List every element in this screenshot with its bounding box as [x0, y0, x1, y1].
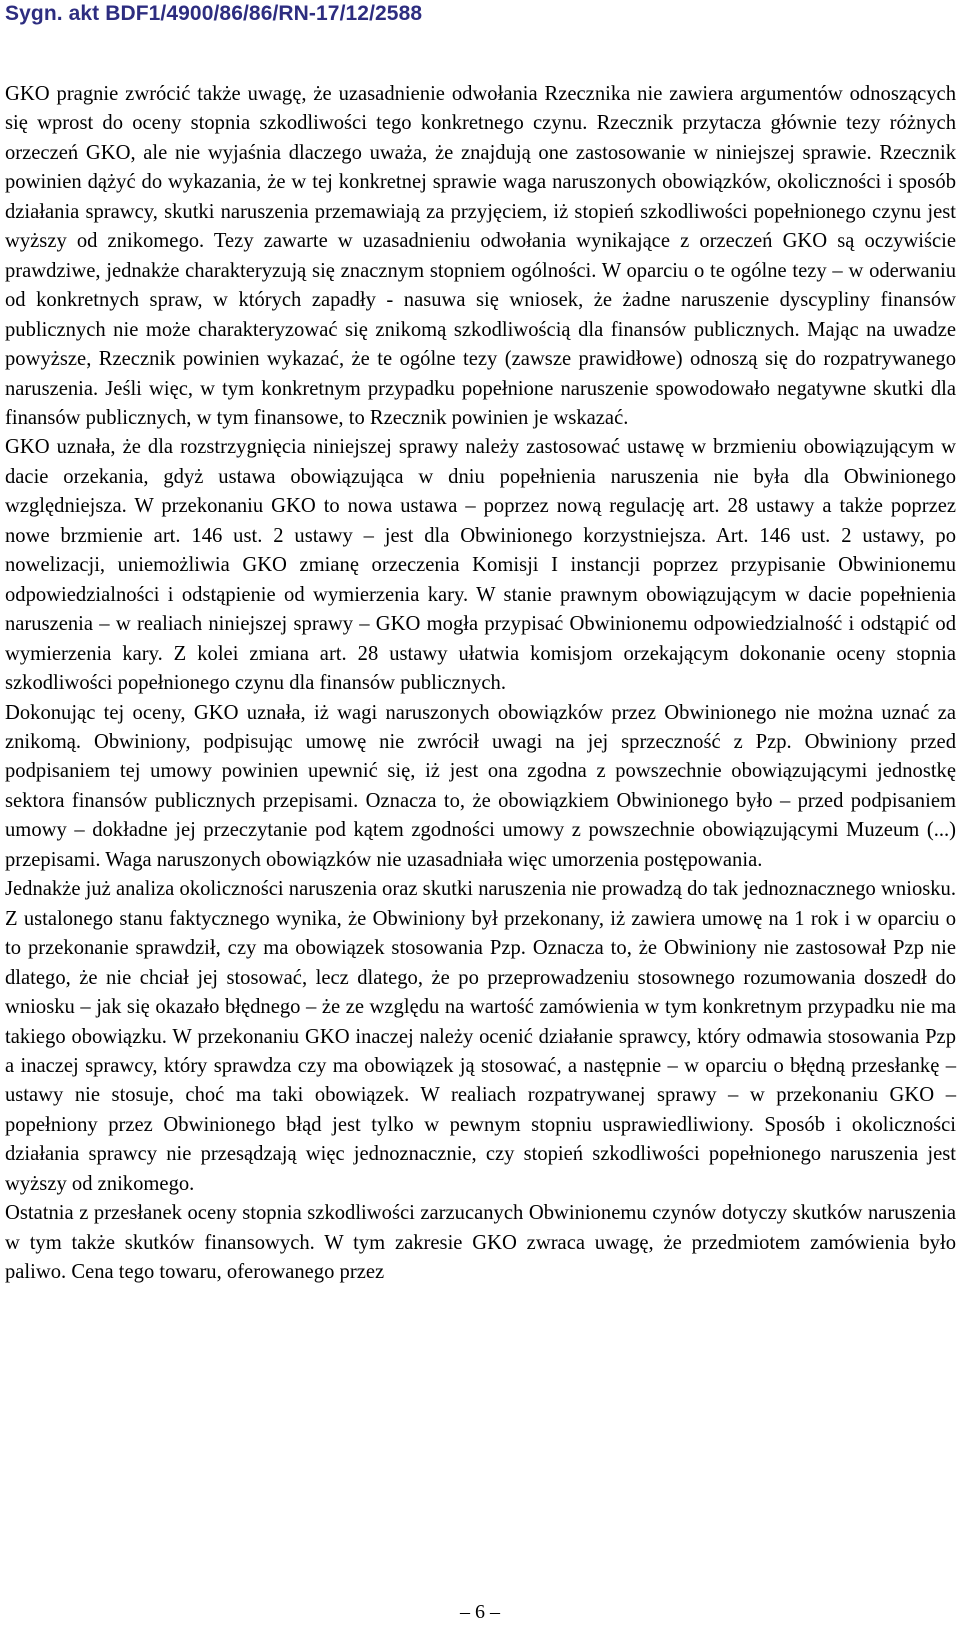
paragraph-1: GKO pragnie zwrócić także uwagę, że uzasadnienie odwołania Rzecznika nie zawiera argumentów odnoszących się wprost do oceny stopnia szkodliwości tego konkretnego czynu. Rzecznik przytacza głównie tezy różnych orzeczeń GKO, ale nie wyjaśnia dlaczego uważa, że znajdują one zastosowanie w niniejszej sprawie. Rzecznik powinien dążyć do wykazania, że w tej konkretnej sprawie waga naruszonych obowiązków, okoliczności i sposób działania sprawcy, skutki naruszenia przemawiają za przyjęciem, iż stopień szkodliwości popełnionego czynu jest wyższy od znikomego. Tezy zawarte w uzasadnieniu odwołania wynikające z orzeczeń GKO są oczywiście prawdziwe, jednakże charakteryzują się znacznym stopniem ogólności. W oparciu o te ogólne tezy – w oderwaniu od konkretnych spraw, w których zapadły - nasuwa się wniosek, że żadne naruszenie dyscypliny finansów publicznych nie może charakteryzować się znikomą szkodliwością dla finansów publicznych. Mając na uwadze powyższe, Rzecznik powinien wykazać, że te ogólne tezy (zawsze prawidłowe) odnoszą się do rozpatrywanego naruszenia. Jeśli więc, w tym konkretnym przypadku popełnione naruszenie spowodowało negatywne skutki dla finansów publicznych, w tym finansowe, to Rzecznik powinien je wskazać.: [5, 83, 956, 429]
paragraph-2: GKO uznała, że dla rozstrzygnięcia niniejszej sprawy należy zastosować ustawę w brzmieniu obowiązującym w dacie orzekania, gdyż ustawa obowiązująca w dniu popełnienia naruszenia nie była dla Obwinionego względniejsza. W przekonaniu GKO to nowa ustawa – poprzez nową regulację art. 28 ustawy a także poprzez nowe brzmienie art. 146 ust. 2 ustawy – jest dla Obwinionego korzystniejsza. Art. 146 ust. 2 ustawy, po nowelizacji, uniemożliwia GKO zmianę orzeczenia Komisji I instancji poprzez przypisanie Obwinionemu odpowiedzialności i odstąpienie od wymierzenia kary. W stanie prawnym obowiązującym w dacie popełnienia naruszenia – w realiach niniejszej sprawy – GKO mogła przypisać Obwinionemu odpowiedzialność i odstąpić od wymierzenia kary. Z kolei zmiana art. 28 ustawy ułatwia komisjom orzekającym dokonanie oceny stopnia szkodliwości popełnionego czynu dla finansów publicznych.: [5, 436, 956, 695]
paragraph-4: Jednakże już analiza okoliczności naruszenia oraz skutki naruszenia nie prowadzą do tak jednoznacznego wniosku. Z ustalonego stanu faktycznego wynika, że Obwiniony był przekonany, iż zawiera umowę na 1 rok i w oparciu o to przekonanie sprawdził, czy ma obowiązek stosowania Pzp. Oznacza to, że Obwiniony nie zastosował Pzp nie dlatego, że nie chciał jej stosować, lecz dlatego, że po przeprowadzeniu stosownego rozumowania doszedł do wniosku – jak się okazało błędnego – że ze względu na wartość zamówienia w tym konkretnym przypadku nie ma takiego obowiązku. W przekonaniu GKO inaczej należy ocenić działanie sprawcy, który odmawia stosowania Pzp a inaczej sprawcy, który sprawdza czy ma obowiązek ją stosować, a następnie – w oparciu o błędną przesłankę – ustawy nie stosuje, choć ma taki obowiązek. W realiach rozpatrywanej sprawy – w przekonaniu GKO – popełniony przez Obwinionego błąd jest tylko w pewnym stopniu usprawiedliwiony. Sposób i okoliczności działania sprawcy nie przesądzają więc jednoznacznie, czy stopień szkodliwości popełnionego naruszenia jest wyższy od znikomego.: [5, 878, 956, 1195]
document-body: [5, 80, 956, 1288]
page-number-text: – 6 –: [460, 1601, 500, 1623]
paragraph-3: Dokonując tej oceny, GKO uznała, iż wagi naruszonych obowiązków przez Obwinionego nie można uznać za znikomą. Obwiniony, podpisując umowę nie zwrócił uwagi na jej sprzeczność z Pzp. Obwiniony przed podpisaniem tej umowy powinien upewnić się, iż jest ona zgodna z powszechnie obowiązującymi jednostkę sektora finansów publicznych przepisami. Oznacza to, że obowiązkiem Obwinionego było – przed podpisaniem umowy – dokładne jej przeczytanie pod kątem zgodności umowy z powszechnie obowiązującymi Muzeum (...) przepisami. Waga naruszonych obowiązków nie uzasadniała więc umorzenia postępowania.: [5, 701, 956, 871]
paragraph-5: Ostatnia z przesłanek oceny stopnia szkodliwości zarzucanych Obwinionemu czynów dotyczy skutków naruszenia w tym także skutków finansowych. W tym zakresie GKO zwraca uwagę, że przedmiotem zamówienia było paliwo. Cena tego towaru, oferowanego przez: [5, 1202, 956, 1284]
page-number: [0, 1601, 960, 1624]
case-signature: Sygn. akt BDF1/4900/86/86/RN-17/12/2588: [5, 2, 423, 25]
